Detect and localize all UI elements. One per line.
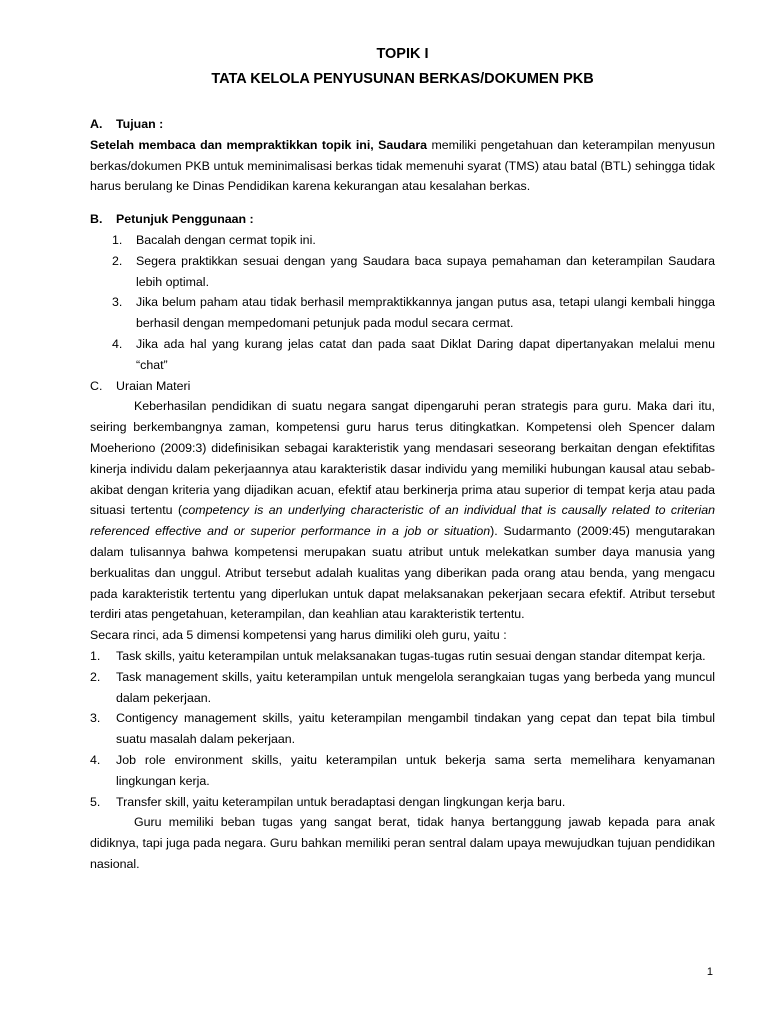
- list-item-number: 2.: [112, 253, 123, 268]
- list-item-text: Jika belum paham atau tidak berhasil mempraktikkannya jangan putus asa, tetapi ulangi kembali hingga berhasil dengan mempedomani petunjuk pada modul secara cermat.: [136, 295, 715, 331]
- list-item: [112, 292, 715, 334]
- dimensions-intro: Secara rinci, ada 5 dimensi kompetensi yang harus dimiliki oleh guru, yaitu :: [90, 628, 507, 643]
- section-a-bold-lead: Setelah membaca dan mempraktikkan topik ini, Saudara: [90, 137, 428, 152]
- page-subtitle: TATA KELOLA PENYUSUNAN BERKAS/DOKUMEN PKB: [211, 71, 594, 87]
- section-b-heading: [90, 209, 715, 230]
- dimensions-list: [90, 646, 715, 812]
- section-a-title: Tujuan :: [116, 117, 164, 131]
- section-c-heading: [90, 376, 715, 397]
- list-item-text: Contigency management skills, yaitu keterampilan mengambil tindakan yang cepat dan tepat bila timbul suatu masalah dalam pekerjaan.: [116, 711, 715, 747]
- section-c-label: C.: [90, 378, 103, 393]
- document-page: [90, 44, 715, 875]
- list-item-number: 1.: [90, 648, 101, 663]
- list-item-text: Task management skills, yaitu keterampilan untuk mengelola serangkaian tugas yang berbeda yang muncul dalam pekerjaan.: [116, 669, 715, 705]
- list-item-number: 4.: [112, 336, 123, 351]
- list-item: [90, 667, 715, 709]
- section-a-text: memiliki pengetahuan dan keterampilan menyusun berkas/dokumen PKB untuk meminimalisasi berkas tidak memenuhi syarat (TMS) atau batal (BTL) sehingga tidak harus berulang ke Dinas Pendidikan karena kekurangan atau kesalahan berkas.: [90, 137, 715, 194]
- section-b-title: Petunjuk Penggunaan :: [116, 212, 254, 227]
- list-item: [90, 792, 715, 813]
- list-item-number: 1.: [112, 232, 123, 247]
- paragraph-text: Keberhasilan pendidikan di suatu negara sangat dipengaruhi peran strategis para guru. Maka dari itu, seiring berkembangnya zaman, kompetensi guru harus terus ditingkatkan. Kompetensi oleh Spencer dalam Moeheriono (2009:3) didefinisikan sebagai karakteristik yang mendasari seseorang berkaitan dengan efektifitas kinerja individu dalam pekerjaannya atau karakteristik dasar individu yang memiliki hubungan kausal atau sebab-akibat dengan kriteria yang dijadikan acuan, efektif atau berkinerja prima atau superior di tempat kerja atau pada situasi tertentu (: [90, 399, 715, 518]
- list-item-number: 4.: [90, 752, 101, 767]
- list-item-text: Transfer skill, yaitu keterampilan untuk beradaptasi dengan lingkungan kerja baru.: [116, 794, 566, 809]
- list-item: [112, 334, 715, 376]
- list-item-number: 5.: [90, 794, 101, 809]
- list-item: [90, 646, 715, 667]
- instruction-list: [90, 230, 715, 376]
- section-a-paragraph: [90, 135, 715, 197]
- list-item-text: Task skills, yaitu keterampilan untuk melaksanakan tugas-tugas rutin sesuai dengan standar ditempat kerja.: [116, 648, 706, 663]
- section-a-label: A.: [90, 117, 103, 131]
- section-b-label: B.: [90, 212, 103, 227]
- page-number: 1: [706, 966, 713, 978]
- list-item-text: Job role environment skills, yaitu keterampilan untuk bekerja sama serta memelihara kenyamanan lingkungan kerja.: [116, 752, 715, 788]
- list-item-number: 2.: [90, 669, 101, 684]
- list-item-text: Bacalah dengan cermat topik ini.: [136, 232, 316, 247]
- list-item: [90, 708, 715, 750]
- paragraph-text: ). Sudarmanto (2009:45) mengutarakan dalam tulisannya bahwa kompetensi merupakan suatu atribut untuk melekatkan sumber daya manusia yang berkualitas dan unggul. Atribut tersebut adalah kualitas yang diberikan pada orang atau benda, yang mengacu pada karakteristik tertentu yang diperlukan untuk dapat melaksanakan pekerjaan secara efektif. Atribut tersebut terdiri atas pengetahuan, keterampilan, dan keahlian atau karakteristik tertentu.: [90, 524, 715, 622]
- list-item-number: 3.: [90, 711, 101, 726]
- list-item: [90, 750, 715, 792]
- section-c-paragraph-1: [90, 396, 715, 625]
- list-item: [112, 230, 715, 251]
- section-a-heading: [90, 114, 715, 135]
- list-item: [112, 251, 715, 293]
- list-item-text: Segera praktikkan sesuai dengan yang Saudara baca supaya pemahaman dan keterampilan Saudara lebih optimal.: [136, 253, 715, 289]
- section-c-paragraph-2: Guru memiliki beban tugas yang sangat berat, tidak hanya bertanggung jawab kepada para anak didiknya, tapi juga pada negara. Guru bahkan memiliki peran sentral dalam upaya mewujudkan tujuan pendidikan nasional.: [90, 815, 715, 871]
- list-item-text: Jika ada hal yang kurang jelas catat dan pada saat Diklat Daring dapat dipertanyakan melalui menu “chat”: [136, 336, 715, 372]
- paragraph-italic-quote: competency is an underlying characteristic of an individual that is causally related to criterian referenced effective and or superior performance in a job or situation: [90, 503, 715, 539]
- section-c-title: Uraian Materi: [116, 378, 191, 393]
- list-item-number: 3.: [112, 295, 123, 310]
- page-title: TOPIK I: [376, 46, 429, 62]
